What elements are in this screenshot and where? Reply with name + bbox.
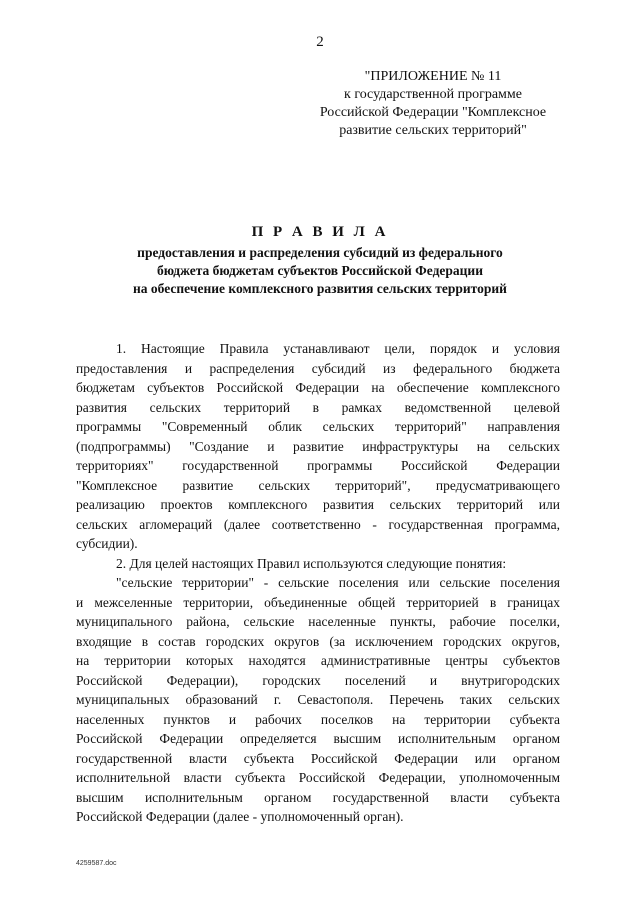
appendix-line: к государственной программе bbox=[344, 87, 522, 102]
document-body bbox=[76, 339, 560, 827]
appendix-line: Российской Федерации "Комплексное bbox=[319, 105, 547, 120]
body-line: "сельские территории" - сельские поселения или сельские поселения bbox=[116, 575, 560, 590]
rules-subtitle bbox=[0, 244, 640, 298]
document-file-id: 4259587.doc bbox=[76, 860, 117, 867]
subtitle-line: на обеспечение комплексного развития сельских территорий bbox=[133, 281, 507, 296]
body-line: субсидии). bbox=[76, 536, 138, 551]
body-line: реализацию проектов комплексного развития сельских территорий или bbox=[76, 497, 560, 512]
body-line: бюджетам субъектов Российской Федерации на обеспечение комплексного bbox=[76, 380, 560, 395]
appendix-line: развитие сельских территорий" bbox=[339, 123, 527, 138]
body-line: программы "Современный облик сельских территорий" направления bbox=[76, 419, 560, 434]
page-number: 2 bbox=[316, 34, 324, 50]
body-line: предоставления и распределения субсидий из федерального бюджета bbox=[76, 360, 560, 376]
body-line: сельских агломераций (далее соответственно - государственная программа, bbox=[76, 516, 560, 532]
body-line: входящие в состав городских округов (за исключением городских округов, bbox=[76, 633, 560, 649]
body-line: территориях" государственной программы Российской Федерации bbox=[76, 458, 560, 473]
body-line: высшим исполнительным органом государственной власти субъекта bbox=[76, 789, 560, 805]
body-line: муниципального района, сельские населенные пункты, рабочие поселки, bbox=[76, 614, 560, 629]
body-line: Российской Федерации (далее - уполномоченный орган). bbox=[76, 809, 404, 824]
subtitle-line: предоставления и распределения субсидий из федерального bbox=[137, 245, 503, 260]
body-line: Российской Федерации определяется высшим исполнительным органом bbox=[76, 731, 560, 746]
body-line: 1. Настоящие Правила устанавливают цели, порядок и условия bbox=[116, 341, 560, 356]
body-line: "Комплексное развитие сельских территорий", предусматривающего bbox=[76, 477, 560, 493]
body-line: и межселенные территории, объединенные общей территорией в границах bbox=[76, 594, 560, 610]
appendix-header bbox=[300, 68, 566, 140]
appendix-line: "ПРИЛОЖЕНИЕ № 11 bbox=[364, 69, 502, 84]
subtitle-line: бюджета бюджетам субъектов Российской Федерации bbox=[157, 263, 483, 278]
body-line: исполнительной власти субъекта Российской Федерации, уполномоченным bbox=[76, 770, 560, 785]
body-line: 2. Для целей настоящих Правил используются следующие понятия: bbox=[116, 555, 507, 571]
body-line: Российской Федерации), городских поселений и внутригородских bbox=[76, 672, 560, 688]
body-line: (подпрограммы) "Создание и развитие инфраструктуры на сельских bbox=[76, 438, 560, 454]
body-line: населенных пунктов и рабочих поселков на территории субъекта bbox=[76, 711, 560, 727]
rules-title: П Р А В И Л А bbox=[251, 224, 389, 240]
body-line: на территории которых находятся административные центры субъектов bbox=[76, 653, 560, 668]
body-line: развития сельских территорий в рамках ведомственной целевой bbox=[76, 399, 560, 415]
body-line: государственной власти субъекта Российской Федерации или органом bbox=[76, 750, 560, 766]
body-line: муниципальных образований г. Севастополя. Перечень таких сельских bbox=[76, 692, 560, 707]
